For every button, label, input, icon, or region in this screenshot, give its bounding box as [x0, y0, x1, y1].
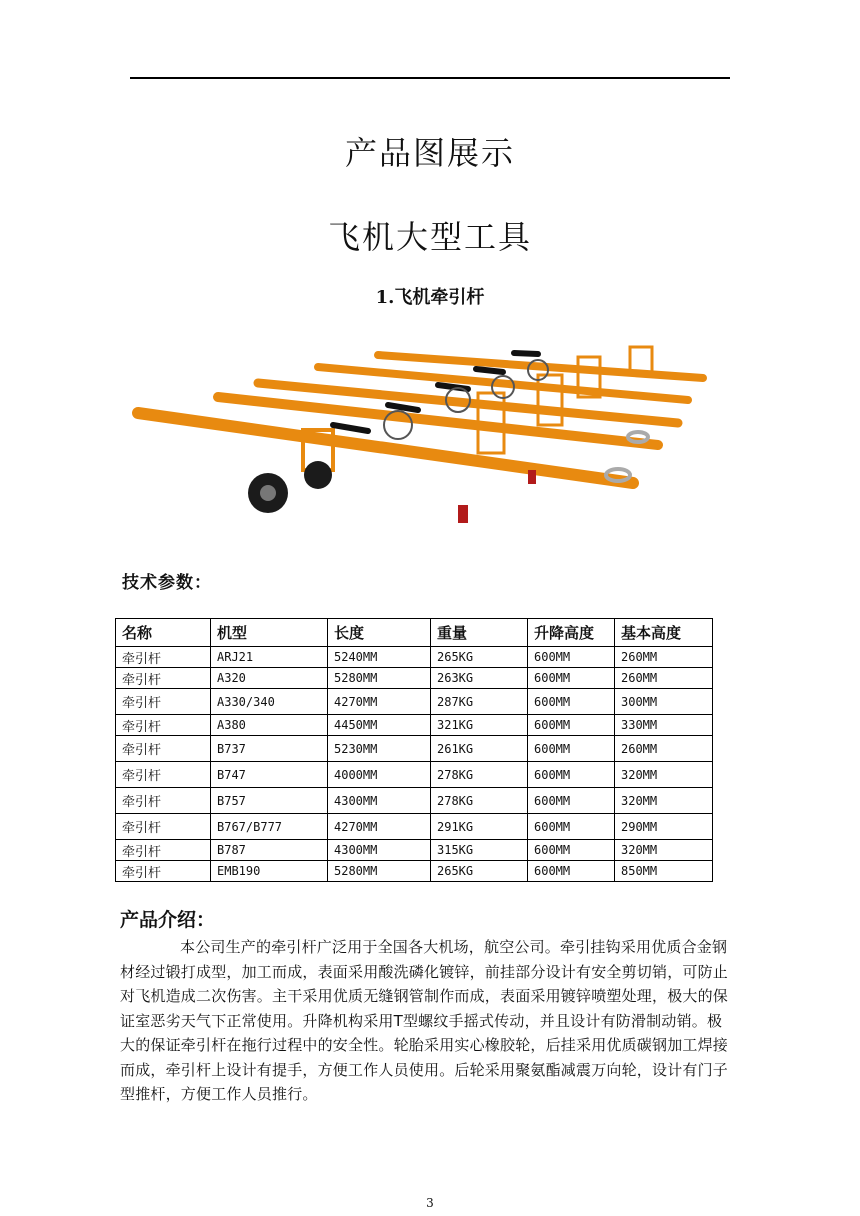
- intro-body: 本公司生产的牵引杆广泛用于全国各大机场，航空公司。牵引挂钩采用优质合金钢材经过锻打成型，加工而成，表面采用酸洗磷化镀锌，前挂部分设计有安全剪切销，可防止对飞机造成二次伤害。主干采用优质无缝钢管制作而成，表面采用镀锌喷塑处理，极大的保证室恶劣天气下正常使用。升降机构采用T型螺纹手摇式传动，并且设计有防滑制动销。极大的保证牵引杆在拖行过程中的安全性。轮胎采用实心橡胶轮，后挂采用优质碳钢加工焊接而成，牵引杆上设计有提手，方便工作人员使用。后轮采用聚氨酯减震万向轮，设计有门子型推杆，方便工作人员推行。: [120, 938, 729, 1103]
- cell: 牵引杆: [116, 668, 211, 689]
- table-row: [116, 788, 713, 814]
- cell: 4000MM: [328, 762, 431, 788]
- cell: 320MM: [615, 788, 713, 814]
- cell: 287KG: [431, 689, 528, 715]
- cell: B787: [211, 840, 328, 861]
- cell: 278KG: [431, 762, 528, 788]
- cell: 4300MM: [328, 840, 431, 861]
- header-rule: [130, 77, 730, 79]
- cell: 5280MM: [328, 861, 431, 882]
- cell: 5230MM: [328, 736, 431, 762]
- cell: B747: [211, 762, 328, 788]
- cell: 320MM: [615, 840, 713, 861]
- cell: 600MM: [528, 814, 615, 840]
- table-row: [116, 840, 713, 861]
- section-title: 飞机大型工具: [327, 218, 532, 256]
- cell: 4450MM: [328, 715, 431, 736]
- col-length: 长度: [328, 619, 431, 647]
- cell: 4270MM: [328, 689, 431, 715]
- table-row: [116, 647, 713, 668]
- cell: 5240MM: [328, 647, 431, 668]
- col-model: 机型: [211, 619, 328, 647]
- cell: A320: [211, 668, 328, 689]
- cell: 261KG: [431, 736, 528, 762]
- table-row: [116, 762, 713, 788]
- table-header-row: [116, 619, 713, 647]
- cell: 263KG: [431, 668, 528, 689]
- cell: A380: [211, 715, 328, 736]
- cell: 321KG: [431, 715, 528, 736]
- spec-table: [115, 618, 713, 882]
- cell: 牵引杆: [116, 814, 211, 840]
- cell: 4270MM: [328, 814, 431, 840]
- cell: 牵引杆: [116, 788, 211, 814]
- cell: 牵引杆: [116, 736, 211, 762]
- col-name: 名称: [116, 619, 211, 647]
- cell: ARJ21: [211, 647, 328, 668]
- cell: 牵引杆: [116, 861, 211, 882]
- cell: 600MM: [528, 689, 615, 715]
- cell: A330/340: [211, 689, 328, 715]
- cell: 4300MM: [328, 788, 431, 814]
- cell: 牵引杆: [116, 689, 211, 715]
- cell: 278KG: [431, 788, 528, 814]
- cell: 260MM: [615, 647, 713, 668]
- cell: 牵引杆: [116, 840, 211, 861]
- tech-params-label: 技术参数：: [122, 573, 212, 593]
- col-weight: 重量: [431, 619, 528, 647]
- table-row: [116, 715, 713, 736]
- cell: B757: [211, 788, 328, 814]
- intro-title: 产品介绍：: [120, 909, 216, 931]
- cell: 牵引杆: [116, 762, 211, 788]
- cell: 260MM: [615, 736, 713, 762]
- table-row: [116, 861, 713, 882]
- table-row: [116, 668, 713, 689]
- table-row: [116, 736, 713, 762]
- cell: 600MM: [528, 647, 615, 668]
- cell: 牵引杆: [116, 647, 211, 668]
- col-base-height: 基本高度: [615, 619, 713, 647]
- cell: 600MM: [528, 840, 615, 861]
- cell: 600MM: [528, 762, 615, 788]
- cell: 300MM: [615, 689, 713, 715]
- cell: 850MM: [615, 861, 713, 882]
- cell: EMB190: [211, 861, 328, 882]
- cell: 600MM: [528, 668, 615, 689]
- cell: 291KG: [431, 814, 528, 840]
- cell: 265KG: [431, 647, 528, 668]
- tow-bars-photo: [118, 345, 718, 535]
- table-row: [116, 814, 713, 840]
- table-row: [116, 689, 713, 715]
- cell: 600MM: [528, 715, 615, 736]
- cell: 260MM: [615, 668, 713, 689]
- page-number: 3: [426, 1196, 434, 1210]
- cell: 330MM: [615, 715, 713, 736]
- item-title: 1.飞机牵引杆: [375, 287, 485, 308]
- cell: 290MM: [615, 814, 713, 840]
- cell: 315KG: [431, 840, 528, 861]
- cell: 600MM: [528, 736, 615, 762]
- col-lift-height: 升降高度: [528, 619, 615, 647]
- cell: 5280MM: [328, 668, 431, 689]
- cell: 牵引杆: [116, 715, 211, 736]
- cell: 600MM: [528, 861, 615, 882]
- cell: B737: [211, 736, 328, 762]
- cell: 600MM: [528, 788, 615, 814]
- cell: 265KG: [431, 861, 528, 882]
- cell: 320MM: [615, 762, 713, 788]
- page-title: 产品图展示: [344, 134, 515, 172]
- cell: B767/B777: [211, 814, 328, 840]
